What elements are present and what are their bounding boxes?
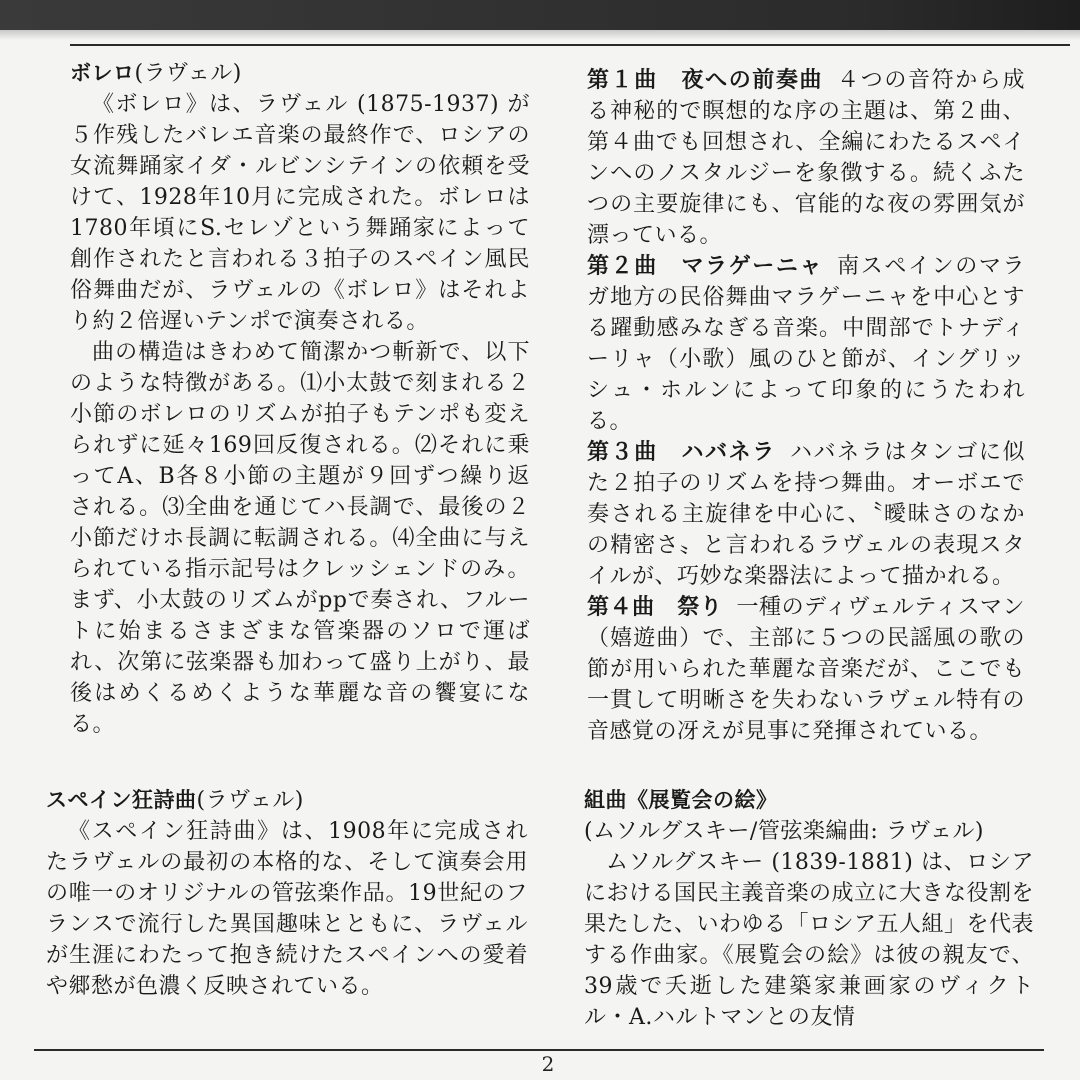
rhapsodie-heading	[46, 785, 528, 816]
bolero-composer: (ラヴェル)	[134, 61, 242, 86]
rhapsodie-section	[46, 785, 528, 1002]
rhapsodie-paragraph-1: 《スペイン狂詩曲》は、1908年に完成されたラヴェルの最初の本格的な、そして演奏会用の唯一のオリジナルの管弦楽作品。19世紀のフランスで流行した異国趣味とともに、ラヴェルが生涯にわたって抱き続けたスペインへの愛着や郷愁が色濃く反映されている。	[46, 819, 528, 999]
movement-1	[587, 65, 1025, 251]
page-top-shadow	[0, 0, 1080, 30]
pictures-subtitle: (ムソルグスキー/管弦楽編曲: ラヴェル)	[584, 819, 984, 844]
bolero-paragraph-2: 曲の構造はきわめて簡潔かつ斬新で、以下のような特徴がある。⑴小太鼓で刻まれる２小節のボレロのリズムが拍子もテンポも変えられずに延々169回反復される。⑵それに乗ってA、B各８小節の主題が９回ずつ繰り返される。⑶全曲を通じてハ長調で、最後の２小節だけホ長調に転調される。⑷全曲に与えられている指示記号はクレッシェンドのみ。まず、小太鼓のリズムがppで奏され、フルートに始まるさまざまな管楽器のソロで運ばれ、次第に弦楽器も加わって盛り上がり、最後はめくるめくような華麗な音の饗宴になる。	[70, 340, 530, 737]
movements-section	[587, 65, 1025, 747]
pictures-section	[584, 785, 1034, 1033]
rhapsodie-composer: (ラヴェル)	[196, 788, 304, 813]
bolero-heading	[70, 58, 530, 89]
pictures-title: 組曲《展覧会の絵》	[584, 788, 778, 812]
movement-2-text: 南スペインのマラガ地方の民俗舞曲マラゲーニャを中心とする躍動感みなぎる音楽。中間部でトナディーリャ（小歌）風のひと節が、イングリッシュ・ホルンによって印象的にうたわれる。	[587, 254, 1025, 434]
movement-4	[587, 592, 1025, 747]
movement-3-text: ハバネラはタンゴに似た２拍子のリズムを持つ舞曲。オーボエで奏される主旋律を中心に、〝曖昧さのなかの精密さ〟と言われるラヴェルの表現スタイルが、巧妙な楽器法によって描かれる。	[587, 440, 1025, 589]
page-number: 2	[541, 1052, 555, 1076]
movement-1-text: ４つの音符から成る神秘的で瞑想的な序の主題は、第２曲、第４曲でも回想され、全編にわたるスペインへのノスタルジーを象徴する。続くふたつの主要旋律にも、官能的な夜の雰囲気が漂っている。	[587, 68, 1025, 248]
movement-2-title: 第２曲 マラゲーニャ	[587, 254, 824, 279]
movement-4-title: 第４曲 祭り	[587, 595, 723, 620]
bottom-rule	[34, 1049, 1044, 1051]
movement-4-text: 一種のディヴェルティスマン（嬉遊曲）で、主部に５つの民謡風の歌の節が用いられた華麗な音楽だが、ここでも一貫して明晰さを失わないラヴェル特有の音感覚の冴えが見事に発揮されている。	[587, 595, 1025, 744]
bolero-section	[70, 58, 530, 740]
movement-1-title: 第１曲 夜への前奏曲	[587, 68, 824, 93]
movement-3-title: 第３曲 ハバネラ	[587, 440, 776, 465]
bolero-paragraph-1: 《ボレロ》は、ラヴェル (1875-1937) が５作残したバレエ音楽の最終作で、ロシアの女流舞踊家イダ・ルビンシテインの依頼を受けて、1928年10月に完成された。ボレロは1780年頃にS.セレゾという舞踊家によって創作されたと言われる３拍子のスペイン風民俗舞曲だが、ラヴェルの《ボレロ》はそれより約２倍遅いテンポで演奏される。	[70, 92, 530, 334]
pictures-paragraph-1: ムソルグスキー (1839-1881) は、ロシアにおける国民主義音楽の成立に大きな役割を果たした、いわゆる「ロシア五人組」を代表する作曲家。《展覧会の絵》は彼の親友で、39歳で夭逝した建築家兼画家のヴィクトル・A.ハルトマンとの友情	[584, 850, 1035, 1030]
top-rule	[70, 44, 1070, 46]
movement-3	[587, 437, 1025, 592]
movement-2	[587, 251, 1025, 437]
rhapsodie-title: スペイン狂詩曲	[46, 788, 197, 812]
bolero-title: ボレロ	[70, 61, 135, 85]
